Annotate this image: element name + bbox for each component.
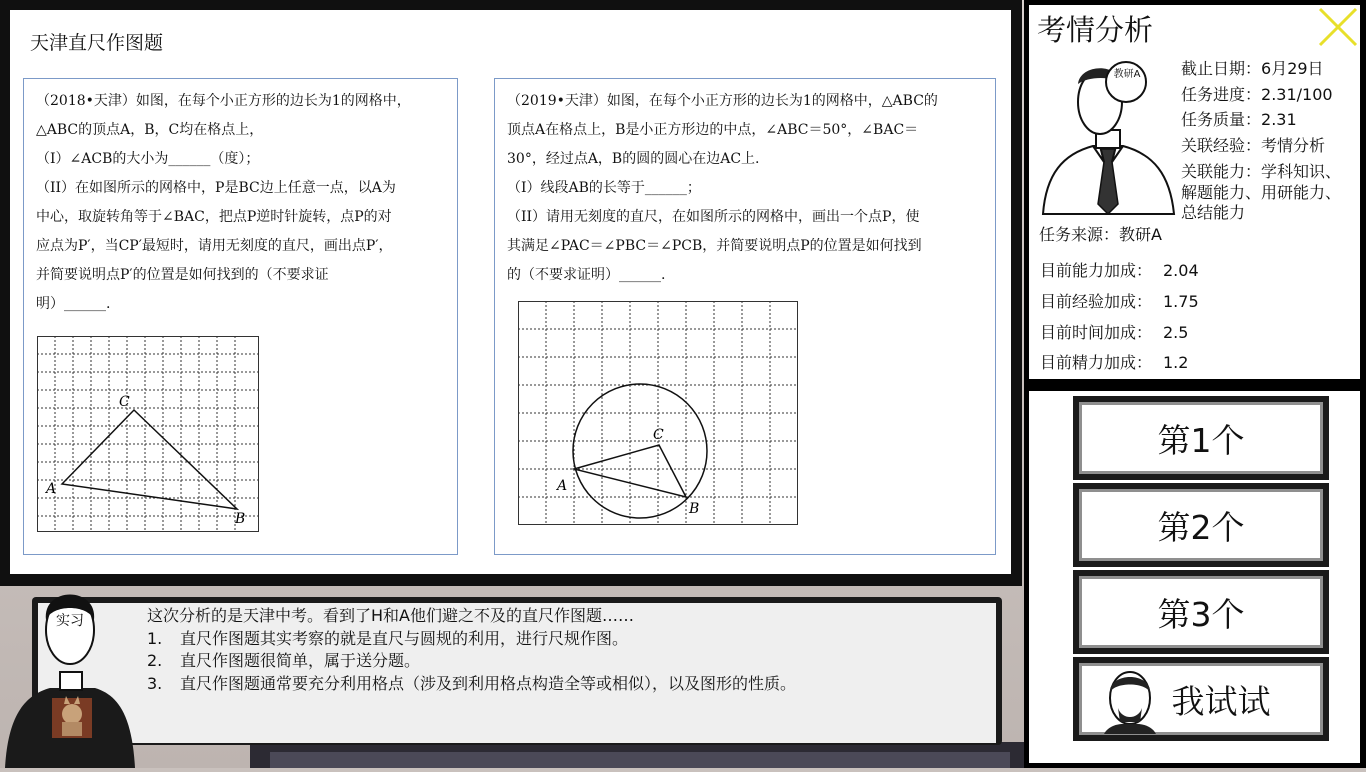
question-line: （2019•天津）如图，在每个小正方形的边长为1的网格中，△ABC的 — [507, 93, 938, 109]
dialog-list-item: 2. 直尺作图题很简单，属于送分题。 — [147, 651, 421, 670]
question-line: 并简要说明点P′的位置是如何找到的（不要求证 — [36, 267, 329, 283]
question-line: 应点为P′，当CP′最短时，请用无刻度的直尺，画出点P′， — [36, 238, 393, 254]
question-line: △ABC的顶点A，B，C均在格点上， — [36, 122, 264, 138]
stat-quality: 任务质量：2.31 — [1181, 110, 1297, 129]
intern-character — [0, 580, 140, 768]
dialog-list-item: 1. 直尺作图题其实考察的就是直尺与圆规的利用，进行尺规作图。 — [147, 628, 629, 648]
dialog-list-item: 3. 直尺作图题通常要充分利用格点（涉及到利用格点构造全等或相似），以及图形的性质。 — [147, 673, 797, 693]
stat-ability-bonus: 目前能力加成： 2.04 — [1040, 261, 1199, 280]
dialog-intro: 这次分析的是天津中考。看到了H和A他们避之不及的直尺作图题…… — [147, 606, 634, 625]
stat-time-bonus: 目前时间加成： 2.5 — [1040, 323, 1189, 342]
desk-edge-lower — [270, 752, 1010, 768]
question-line: （2018•天津）如图，在每个小正方形的边长为1的网格中， — [36, 93, 411, 109]
stat-ability: 关联能力：学科知识、 — [1181, 162, 1342, 181]
question-text — [507, 87, 985, 290]
question-line: （I）∠ACB的大小为______（度）； — [36, 151, 260, 167]
choice-label: 第2个 — [1157, 507, 1245, 547]
question-line: 中心，取旋转角等于∠BAC，把点P逆时针旋转，点P的对 — [36, 209, 392, 225]
stat-ability-cont2: 总结能力 — [1181, 203, 1246, 222]
question-line: 其满足∠PAC＝∠PBC＝∠PCB，并简要说明点P的位置是如何找到 — [507, 238, 922, 254]
panel-title: 考情分析 — [1037, 13, 1154, 47]
question-line: 顶点A在格点上，B是小正方形边的中点，∠ABC＝50°，∠BAC＝ — [507, 122, 919, 138]
choice-label: 第3个 — [1157, 594, 1245, 634]
choice-button-1[interactable] — [1073, 396, 1329, 480]
question-line: （I）线段AB的长等于______； — [507, 180, 701, 196]
question-card-2018 — [23, 78, 458, 555]
grid-figure-2019 — [518, 301, 800, 529]
stat-exp-bonus: 目前经验加成： 1.75 — [1040, 292, 1199, 311]
stat-experience: 关联经验：考情分析 — [1181, 136, 1326, 155]
stat-progress: 任务进度：2.31/100 — [1181, 85, 1333, 104]
question-line: 的（不要求证明）______. — [507, 267, 666, 283]
label-b: B — [689, 501, 700, 517]
question-line: 明）______. — [36, 296, 111, 312]
stat-deadline: 截止日期：6月29日 — [1181, 59, 1324, 78]
question-line: （II）请用无刻度的直尺，在如图所示的网格中，画出一个点P，使 — [507, 209, 920, 225]
stat-source: 任务来源：教研A — [1039, 225, 1162, 244]
monitor-screen — [10, 10, 1011, 574]
question-card-2019 — [494, 78, 996, 555]
screen-title: 天津直尺作图题 — [30, 32, 164, 54]
triangle-abc — [62, 410, 237, 509]
stat-energy-bonus: 目前精力加成： 1.2 — [1040, 353, 1189, 372]
choice-button-2[interactable] — [1073, 483, 1329, 567]
label-c: C — [653, 427, 664, 443]
label-a: A — [557, 478, 568, 494]
label-a: A — [46, 481, 57, 497]
close-icon[interactable] — [1314, 3, 1362, 51]
teacher-avatar — [1038, 54, 1178, 216]
label-b: B — [235, 511, 246, 527]
grid-figure-2018 — [37, 336, 262, 536]
choice-button-3[interactable] — [1073, 570, 1329, 654]
choice-label: 第1个 — [1157, 420, 1245, 460]
question-line: （II）在如图所示的网格中，P是BC边上任意一点，以A为 — [36, 180, 396, 196]
choice-label: 我试试 — [1171, 681, 1271, 721]
question-line: 30°，经过点A，B的圆的圆心在边AC上. — [507, 151, 760, 167]
dialog-text — [147, 605, 997, 695]
intern-badge-text: 实习 — [56, 613, 84, 629]
intern-face-icon — [1100, 668, 1160, 734]
question-text — [36, 87, 447, 319]
stat-ability-cont: 解题能力、用研能力、 — [1181, 183, 1342, 202]
teacher-badge-text: 教研A — [1113, 69, 1141, 80]
label-c: C — [119, 394, 130, 410]
close-button[interactable] — [1314, 3, 1362, 51]
